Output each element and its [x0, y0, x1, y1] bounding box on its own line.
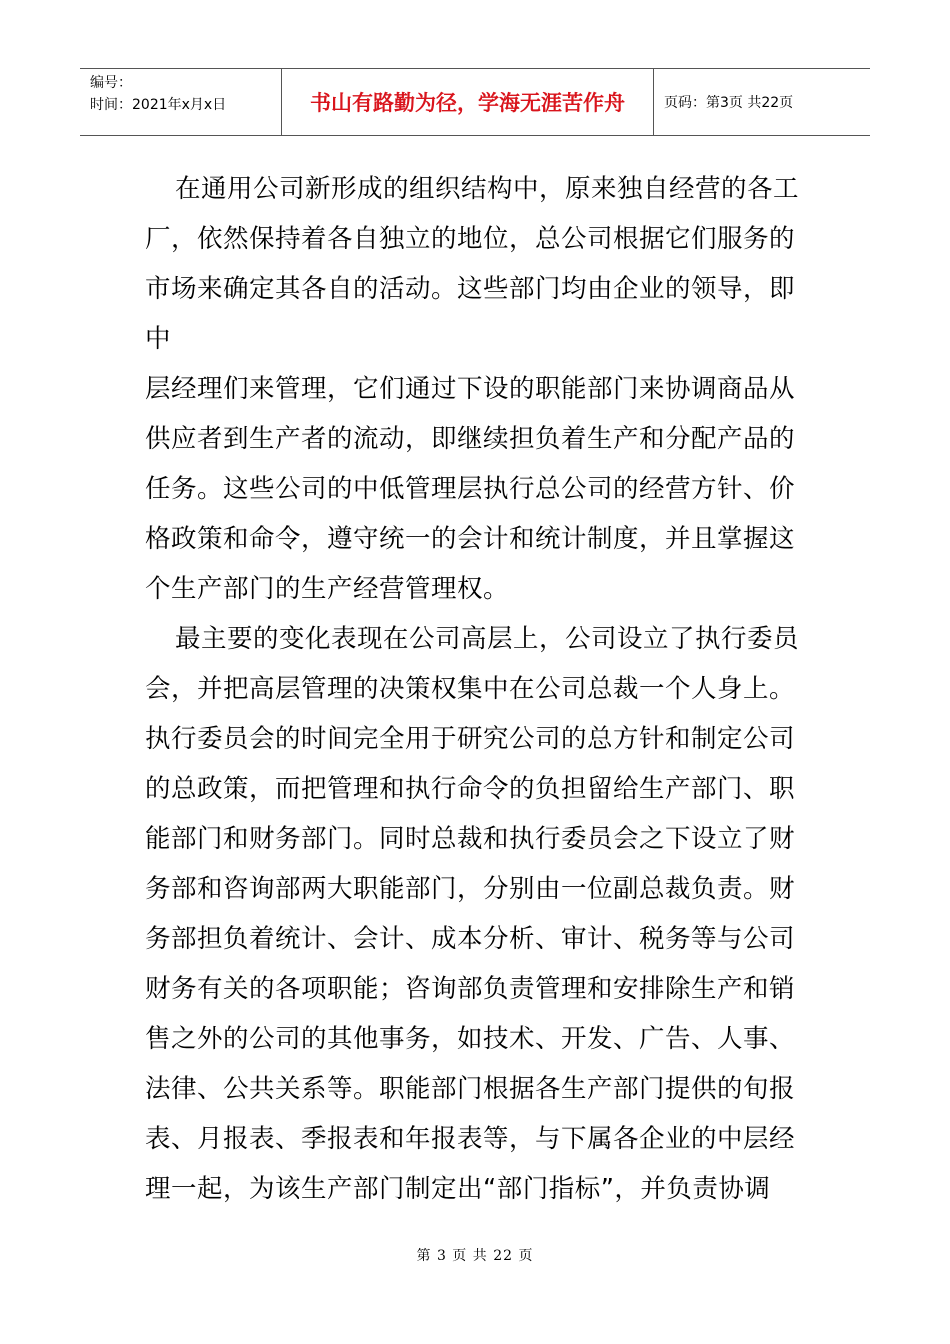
body-line: 格政策和命令，遵守统一的会计和统计制度，并且掌握这 — [145, 524, 796, 554]
body-line: 厂，依然保持着各自独立的地位，总公司根据它们服务的 — [145, 224, 796, 254]
body-line: 中 — [145, 324, 172, 354]
number-label: 编号： — [90, 75, 132, 91]
body-line: 法律、公共关系等。职能部门根据各生产部门提供的旬报 — [145, 1074, 796, 1104]
body-line: 在通用公司新形成的组织结构中，原来独自经营的各工 — [175, 174, 800, 204]
body-line: 的总政策，而把管理和执行命令的负担留给生产部门、职 — [145, 774, 796, 804]
body-line: 个生产部门的生产经营管理权。 — [145, 574, 510, 604]
body-line: 任务。这些公司的中低管理层执行总公司的经营方针、价 — [145, 474, 796, 504]
header-meta — [80, 69, 282, 135]
body-line: 市场来确定其各自的活动。这些部门均由企业的领导，即 — [145, 274, 796, 304]
header-page-info: 页码：第3页 共22页 — [664, 95, 794, 111]
body-line: 理一起，为该生产部门制定出“部门指标”，并负责协调 — [145, 1174, 771, 1204]
body-line: 最主要的变化表现在公司高层上，公司设立了执行委员 — [175, 624, 800, 654]
body-text — [145, 164, 810, 1214]
body-line: 能部门和财务部门。同时总裁和执行委员会之下设立了财 — [145, 824, 796, 854]
document-header — [80, 68, 870, 136]
body-line: 财务有关的各项职能；咨询部负责管理和安排除生产和销 — [145, 974, 796, 1004]
body-line: 供应者到生产者的流动，即继续担负着生产和分配产品的 — [145, 424, 796, 454]
body-line: 层经理们来管理，它们通过下设的职能部门来协调商品从 — [145, 374, 796, 404]
body-line: 务部和咨询部两大职能部门，分别由一位副总裁负责。财 — [145, 874, 796, 904]
body-line: 售之外的公司的其他事务，如技术、开发、广告、人事、 — [145, 1024, 796, 1054]
time-label: 时间：2021年x月x日 — [90, 97, 227, 113]
body-line: 会，并把高层管理的决策权集中在公司总裁一个人身上。 — [145, 674, 796, 704]
body-line: 执行委员会的时间完全用于研究公司的总方针和制定公司 — [145, 724, 796, 754]
page-footer: 第 3 页 共 22 页 — [416, 1248, 534, 1264]
body-line: 务部担负着统计、会计、成本分析、审计、税务等与公司 — [145, 924, 796, 954]
header-motto: 书山有路勤为径，学海无涯苦作舟 — [282, 69, 654, 135]
body-line: 表、月报表、季报表和年报表等，与下属各企业的中层经 — [145, 1124, 796, 1154]
